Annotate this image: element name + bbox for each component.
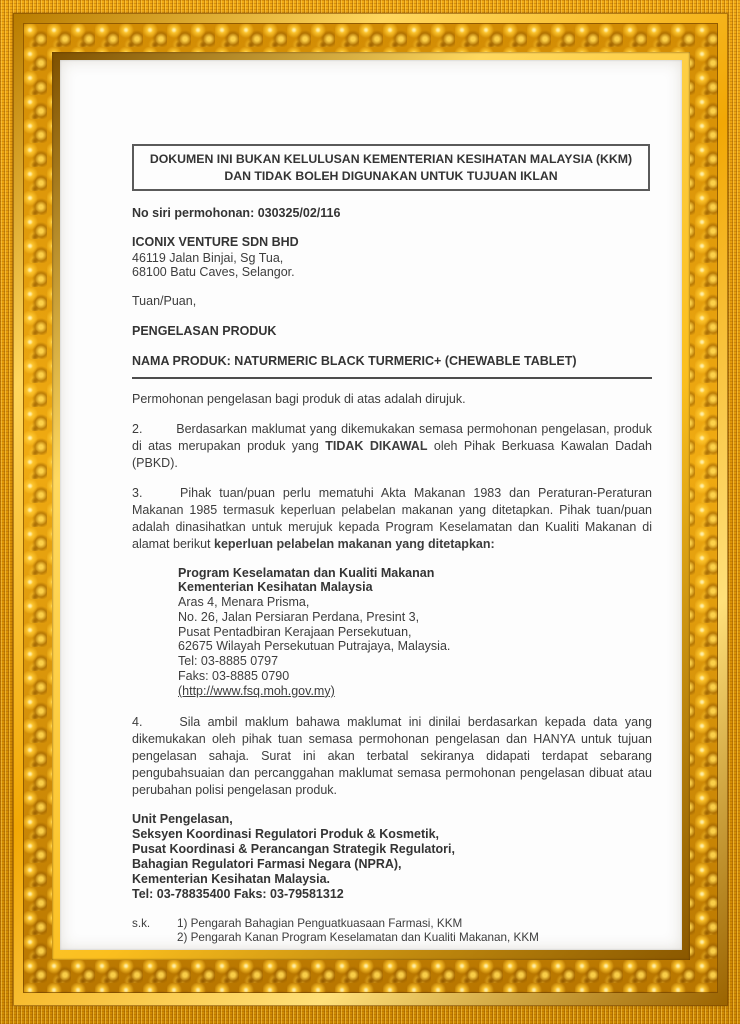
sender-unit-line: Unit Pengelasan, (132, 811, 233, 826)
frame-bevel (13, 13, 728, 1006)
serial-number: No siri permohonan: 030325/02/116 (132, 206, 341, 220)
sender-unit-line: Tel: 03-78835400 Faks: 03-79581312 (132, 886, 344, 901)
paragraph-text: oleh Pihak Berkuasa Kawalan Dadah (PBKD). (132, 438, 652, 470)
recipient-address-line: 46119 Jalan Binjai, Sg Tua, (132, 250, 284, 265)
disclaimer-box (132, 144, 650, 191)
paragraph-number: 3. (132, 485, 143, 500)
cc-items (177, 917, 539, 946)
fsq-address-line: Pusat Pentadbiran Kerajaan Persekutuan, (178, 624, 412, 639)
recipient-address-line: 68100 Batu Caves, Selangor. (132, 265, 295, 279)
disclaimer-line-2: DAN TIDAK BOLEH DIGUNAKAN UNTUK TUJUAN IKLAN (224, 168, 558, 183)
paragraph-number: 2. (132, 421, 143, 436)
recipient-block (132, 235, 652, 280)
cc-label: s.k. (132, 916, 151, 930)
fsq-address-line: Faks: 03-8885 0790 (178, 669, 290, 684)
fsq-address-line: 62675 Wilayah Persekutuan Putrajaya, Malaysia. (178, 639, 451, 654)
cc-item: 2) Pengarah Kanan Program Keselamatan dan Kualiti Makanan, KKM (177, 931, 539, 945)
paragraph-2 (132, 421, 652, 472)
cc-item: 1) Pengarah Bahagian Penguatkuasaan Farmasi, KKM (177, 916, 463, 930)
frame-inner-lip (52, 52, 690, 960)
fsq-address-line: Aras 4, Menara Prisma, (178, 595, 310, 610)
disclaimer-line-1: DOKUMEN INI BUKAN KELULUSAN KEMENTERIAN KESIHATAN MALAYSIA (KKM) (149, 152, 633, 166)
paragraph-bold-text: TIDAK DIKAWAL (325, 438, 428, 453)
paragraph-4 (132, 714, 652, 799)
sender-unit-line: Seksyen Koordinasi Regulatori Produk & Kosmetik, (132, 826, 440, 841)
paragraph-bold-text: keperluan pelabelan makanan yang ditetapkan: (214, 536, 495, 551)
sender-unit-line: Bahagian Regulatori Farmasi Negara (NPRA), (132, 856, 402, 871)
sender-unit-line: Pusat Koordinasi & Perancangan Strategik Regulatori, (132, 841, 455, 856)
fsq-address-line: Tel: 03-8885 0797 (178, 654, 279, 669)
paragraph-number: 4. (132, 714, 143, 729)
recipient-name: ICONIX VENTURE SDN BHD (132, 235, 299, 249)
fsq-address-line: No. 26, Jalan Persiaran Perdana, Presint 3, (178, 609, 420, 624)
fsq-address-line: Kementerian Kesihatan Malaysia (178, 580, 373, 595)
paragraph-text: Berdasarkan maklumat yang dikemukakan semasa permohonan pengelasan, produk di atas merupakan produk yang (132, 421, 652, 453)
paragraph-3 (132, 485, 652, 553)
frame-ornate-band (23, 23, 718, 993)
subject-line: PENGELASAN PRODUK (132, 323, 277, 338)
cc-block (132, 917, 652, 946)
sender-unit-block (132, 812, 652, 902)
fsq-address-line: Program Keselamatan dan Kualiti Makanan (178, 565, 435, 580)
fsq-address-block (178, 566, 652, 699)
intro-line: Permohonan pengelasan bagi produk di atas adalah dirujuk. (132, 391, 466, 406)
paragraph-text: Sila ambil maklum bahawa maklumat ini dinilai berdasarkan kepada data yang dikemukakan oleh pihak tuan semasa permohonan pengelasan dan HANYA untuk tujuan pengelasan sahaja. Surat ini akan terbatal sekiranya didapati terdapat sebarang pengubahsuaian dan percanggahan maklumat semasa permohonan pengelasan dibuat atau perubahan polisi pengelasan produk. (132, 714, 652, 797)
letter-paper (60, 60, 682, 950)
paragraph-text: Pihak tuan/puan perlu mematuhi Akta Makanan 1983 dan Peraturan-Peraturan Makanan 1985 termasuk keperluan pelabelan makanan yang ditetapkan. Pihak tuan/puan adalah dinasihatkan untuk merujuk kepada Program Keselamatan dan Kualiti Makanan di alamat berikut (132, 485, 652, 551)
sender-unit-line: Kementerian Kesihatan Malaysia. (132, 871, 330, 886)
fsq-website-url: (http://www.fsq.moh.gov.my) (178, 683, 335, 698)
product-name-line: NAMA PRODUK: NATURMERIC BLACK TURMERIC+ (CHEWABLE TABLET) (132, 353, 652, 379)
salutation: Tuan/Puan, (132, 293, 197, 308)
